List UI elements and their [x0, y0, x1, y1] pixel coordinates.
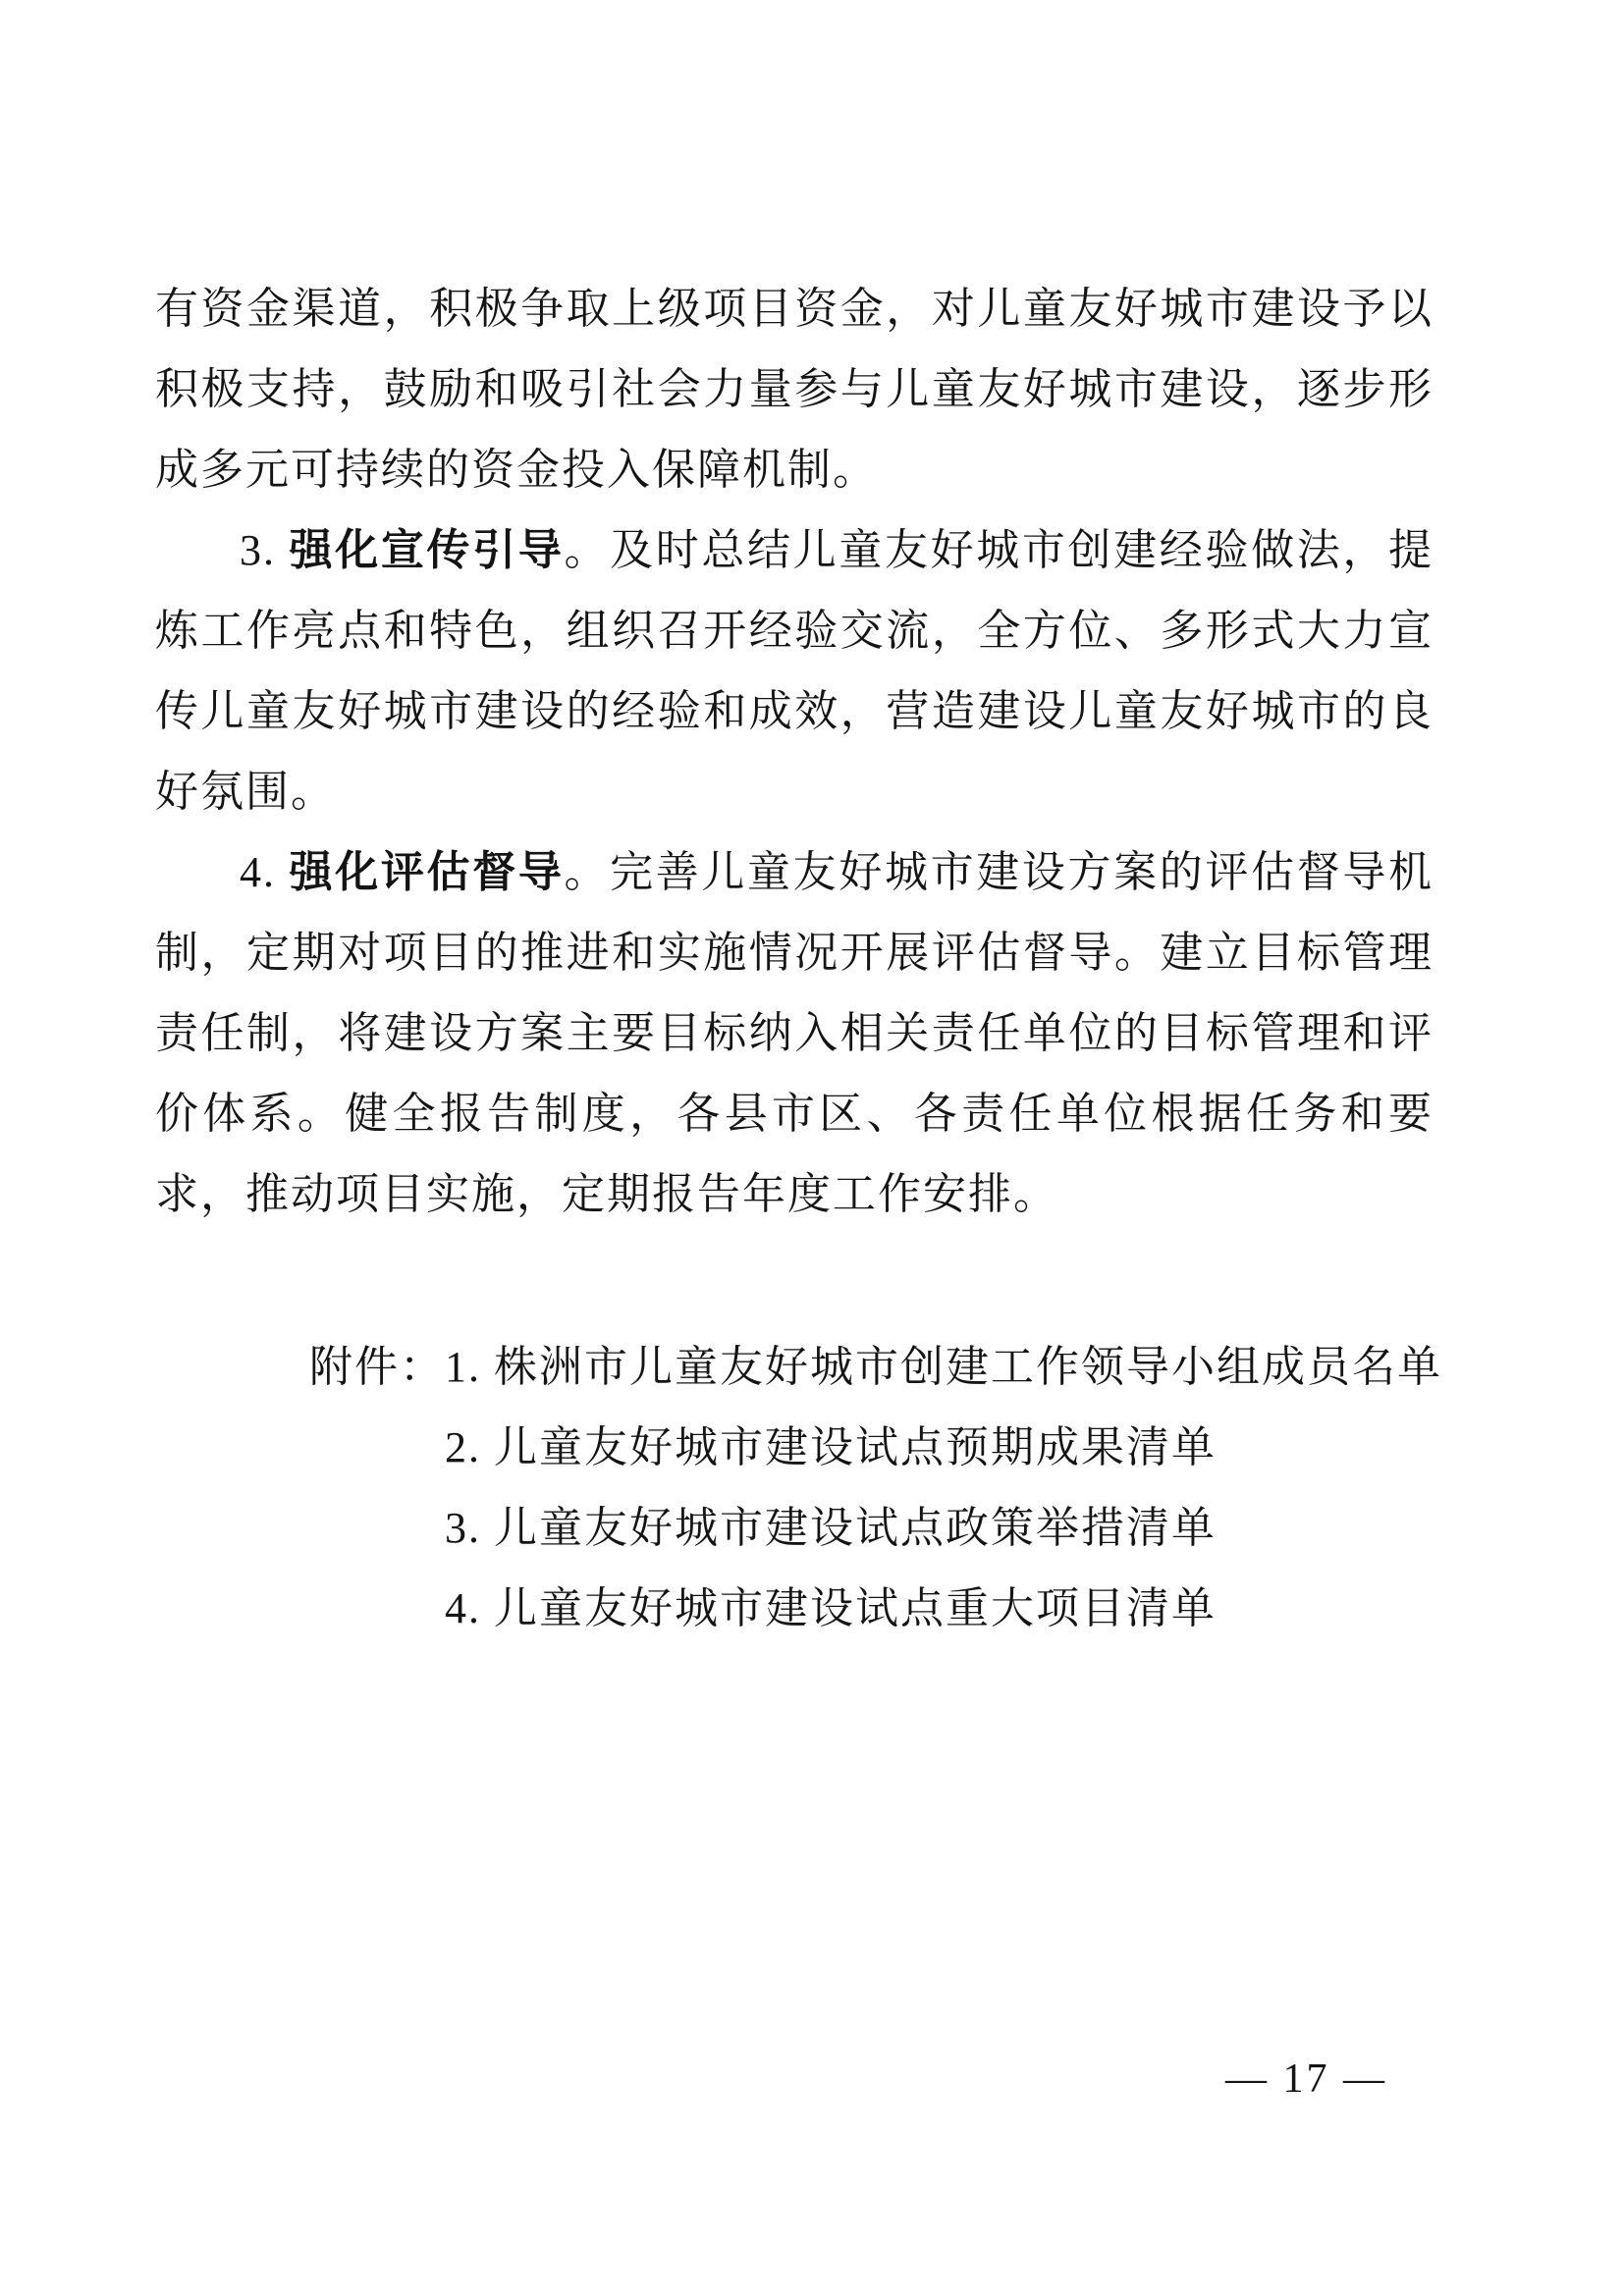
- body-text: [155, 269, 1434, 1235]
- attachment-item: 4. 儿童友好城市建设试点重大项目清单: [445, 1584, 1217, 1632]
- item-body: 。及时总结儿童友好城市创建经验做法，提炼工作亮点和特色，组织召开经验交流，全方位、多形式大力宣传儿童友好城市建设的经验和成效，营造建设儿童友好城市的良好氛围。: [155, 526, 1434, 816]
- attachment-item: 3. 儿童友好城市建设试点政策举措清单: [445, 1504, 1217, 1552]
- item-lead-title: 强化评估督导: [289, 848, 565, 896]
- item-lead-title: 强化宣传引导: [289, 526, 565, 574]
- item-body: 。完善儿童友好城市建设方案的评估督导机制，定期对项目的推进和实施情况开展评估督导。建立目标管理责任制，将建设方案主要目标纳入相关责任单位的目标管理和评价体系。健全报告制度，各县市区、各责任单位根据任务和要求，推动项目实施，定期报告年度工作安排。: [155, 848, 1434, 1218]
- paragraph-publicity: [155, 510, 1434, 832]
- attachments-block: [309, 1327, 1442, 1649]
- item-number: 4.: [240, 848, 290, 896]
- attachment-item: 1. 株洲市儿童友好城市创建工作领导小组成员名单: [445, 1343, 1442, 1391]
- item-number: 3.: [240, 526, 290, 574]
- attachments-label: 附件：: [309, 1343, 445, 1391]
- paragraph-evaluation: [155, 832, 1434, 1235]
- paragraph-funding: 有资金渠道，积极争取上级项目资金，对儿童友好城市建设予以积极支持，鼓励和吸引社会力量参与儿童友好城市建设，逐步形成多元可持续的资金投入保障机制。: [155, 285, 1434, 494]
- attachments-list: [445, 1327, 1442, 1649]
- page-number: — 17 —: [1225, 2056, 1387, 2102]
- attachment-item: 2. 儿童友好城市建设试点预期成果清单: [445, 1423, 1217, 1471]
